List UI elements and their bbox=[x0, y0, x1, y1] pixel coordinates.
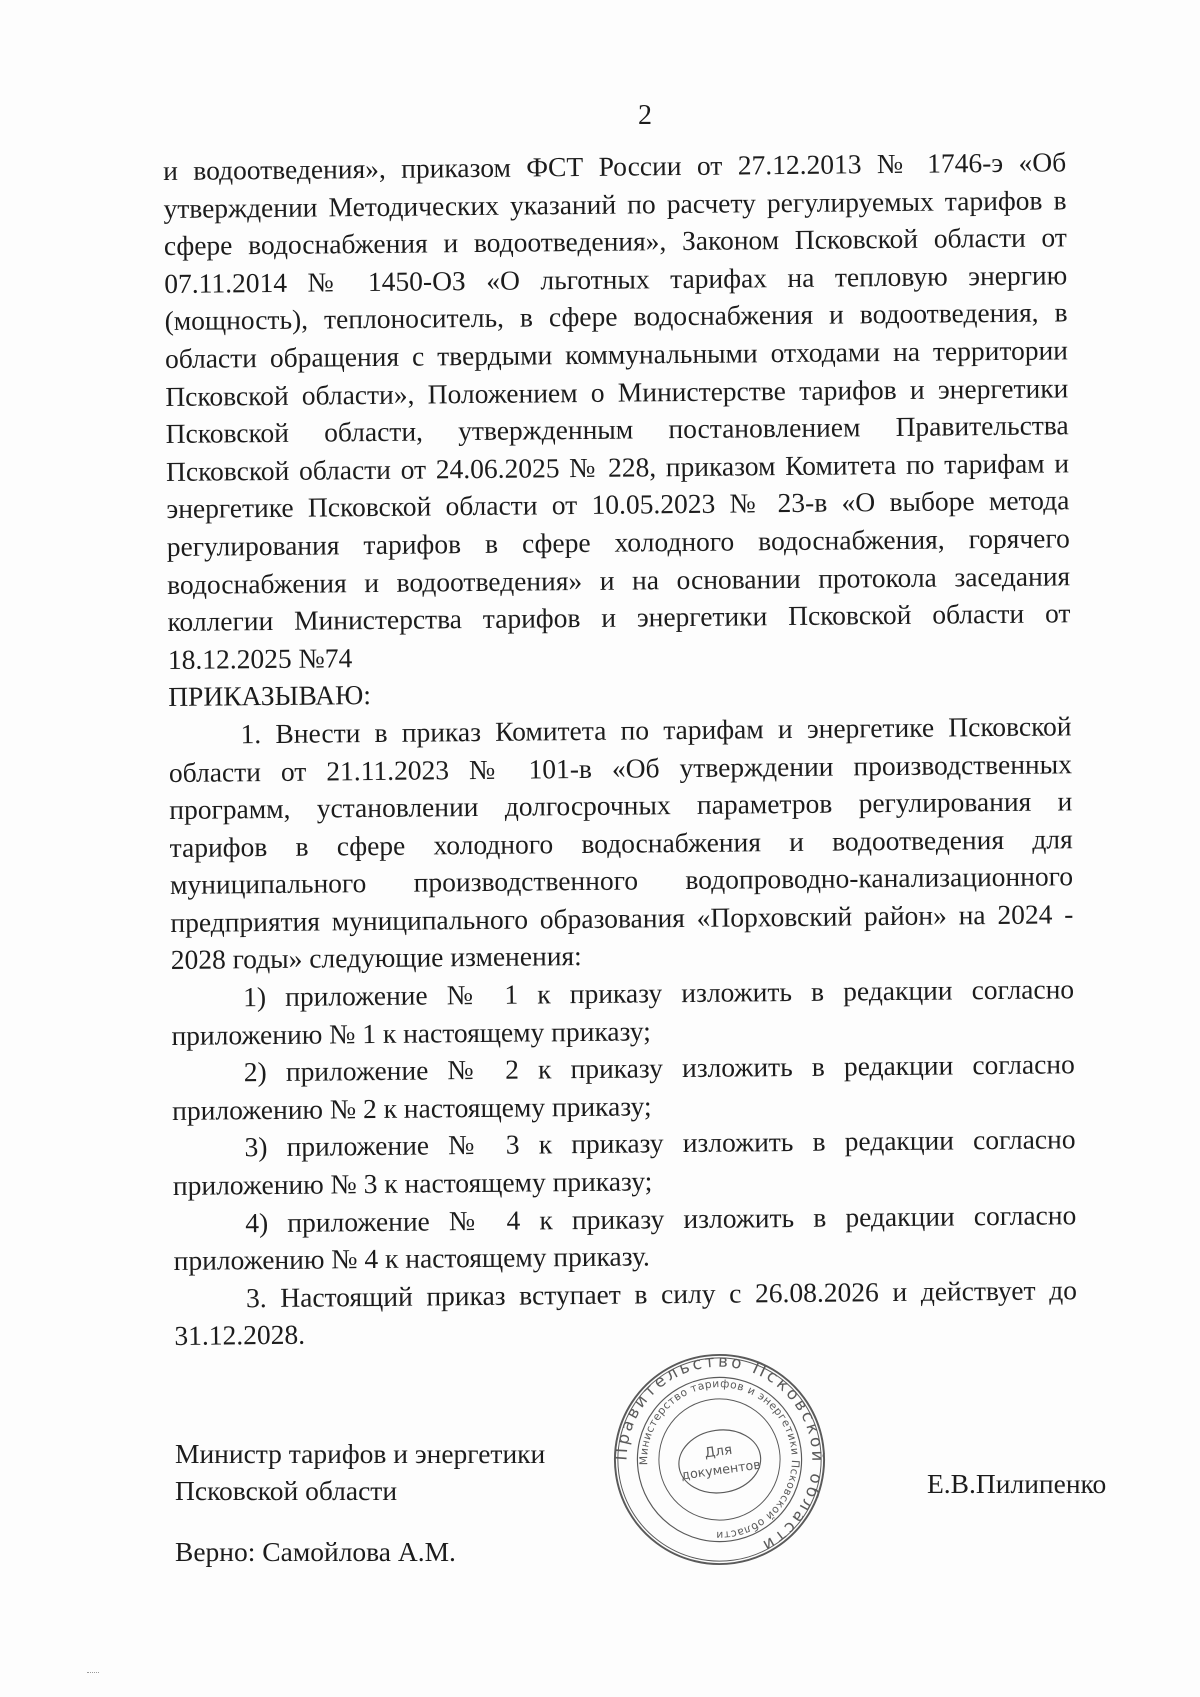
seal-inner-text: Министерство тарифов и энергетики Псковской области bbox=[637, 1377, 802, 1542]
document-body bbox=[163, 143, 1078, 1355]
seal-center-line-2: документов bbox=[680, 1456, 762, 1483]
sub-item-4: 4) приложение № 4 к приказу изложить в редакции согласно приложению № 4 к настоящему приказу. bbox=[173, 1198, 1077, 1277]
signature-block bbox=[175, 1435, 545, 1570]
page-number: 2 bbox=[638, 100, 652, 131]
certified-copy-line: Верно: Самойлова А.М. bbox=[175, 1536, 456, 1567]
seal-outer-text: Правительство Псковской области bbox=[611, 1351, 828, 1557]
official-seal-stamp bbox=[598, 1338, 841, 1581]
sub-item-3: 3) приложение № 3 к приказу изложить в редакции согласно приложению № 3 к настоящему приказу; bbox=[172, 1123, 1076, 1201]
scan-artifact bbox=[87, 1672, 99, 1676]
order-word: ПРИКАЗЫВАЮ: bbox=[168, 679, 372, 713]
seal-center-line-1: Для bbox=[703, 1441, 734, 1462]
signer-position-line-2: Псковской области bbox=[175, 1475, 398, 1506]
sub-item-1: 1) приложение № 1 к приказу изложить в редакции согласно приложению № 1 к настоящему приказу; bbox=[171, 973, 1075, 1051]
item-1-paragraph: 1. Внести в приказ Комитета по тарифам и энергетике Псковской области от 21.11.2023 № 101-в «Об утверждении производственных программ, установлении долгосрочных параметров регулирования и тарифов в сфере холодного водоснабжения и водоотведения для муниципального производственного водопроводно-канализационного предприятия муниципального образования «Порховский район» на 2024 - 2028 годы» следующие изменения: bbox=[168, 710, 1074, 976]
signer-name: Е.В.Пилипенко bbox=[927, 1468, 1107, 1499]
sub-item-2: 2) приложение № 2 к приказу изложить в редакции согласно приложению № 2 к настоящему приказу; bbox=[172, 1048, 1075, 1126]
signer-position-line-1: Министр тарифов и энергетики bbox=[175, 1438, 546, 1469]
preamble-paragraph: и водоотведения», приказом ФСТ России от 27.12.2013 № 1746-э «Об утверждении Методических указаний по расчету регулируемых тарифов в сфере водоснабжения и водоотведения», Законом Псковской области от 07.11.2014 № 1450-ОЗ «О льготных тарифах на тепловую энергию (мощность), теплоноситель, в сфере водоснабжения и водоотведения, в области обращения с твердыми коммунальными отходами на территории Псковской области», Положением о Министерстве тарифов и энергетики Псковской области, утвержденным постановлением Правительства Псковской области от 24.06.2025 № 228, приказом Комитета по тарифам и энергетике Псковской области от 10.05.2023 № 23-в «О выборе метода регулирования тарифов в сфере холодного водоснабжения, горячего водоснабжения и водоотведения» и на основании протокола заседания коллегии Министерства тарифов и энергетики Псковской области от 18.12.2025 №74 bbox=[163, 146, 1071, 675]
item-3-paragraph: 3. Настоящий приказ вступает в силу с 26.08.2026 и действует до 31.12.2028. bbox=[174, 1274, 1078, 1352]
